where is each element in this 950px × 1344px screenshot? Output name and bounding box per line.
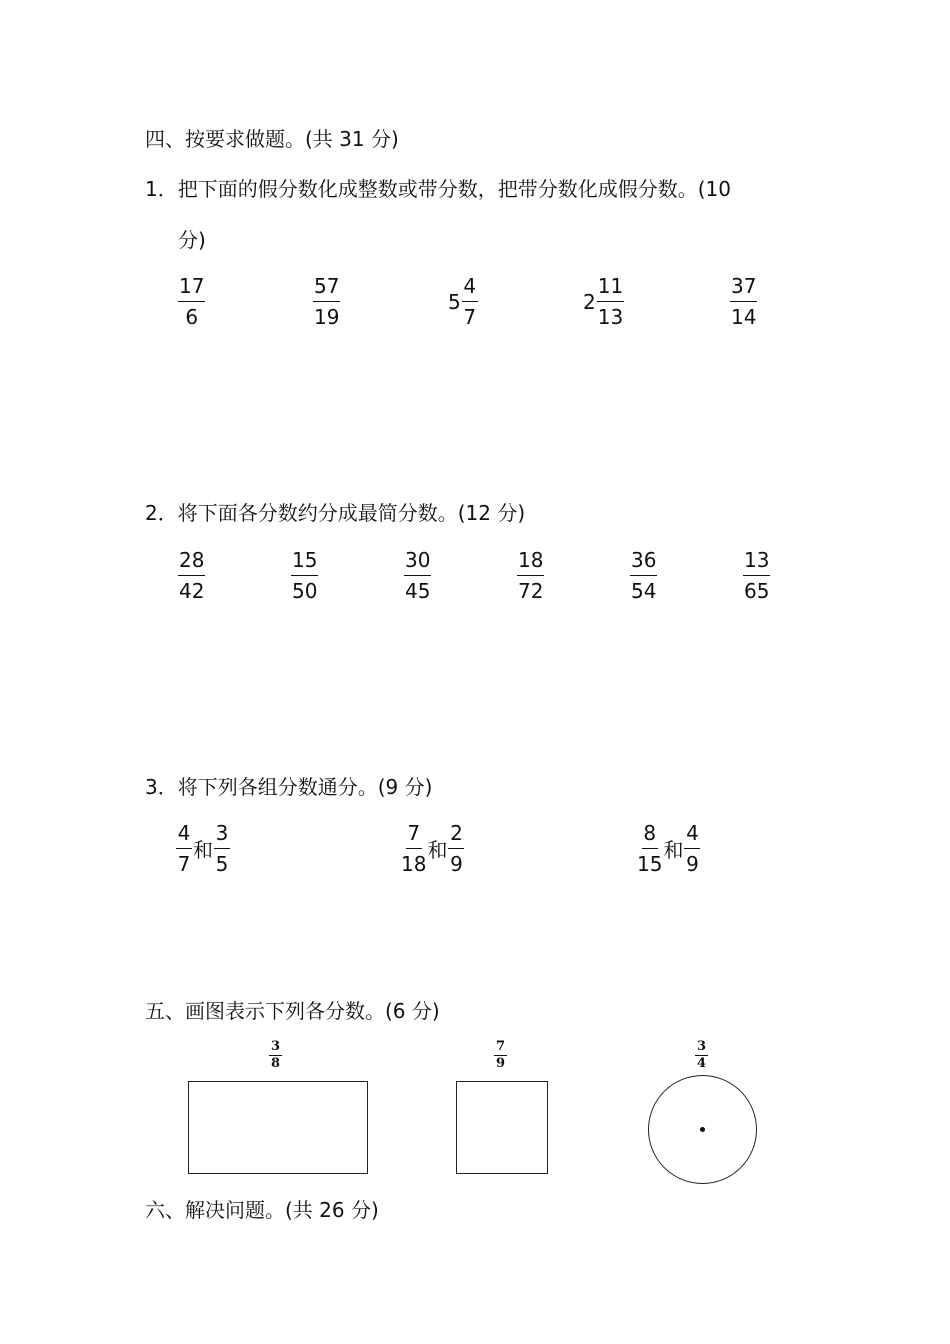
second-fraction	[684, 820, 700, 877]
numerator: 11	[597, 273, 624, 302]
q1-mixed-number-4	[583, 273, 624, 330]
section-4-heading: 四、按要求做题。(共 31 分)	[145, 127, 399, 151]
circle-center-dot	[700, 1127, 705, 1132]
connector-text: 和	[193, 838, 213, 862]
denominator: 15	[637, 852, 663, 876]
denominator: 50	[292, 579, 318, 603]
shape-1-fraction-label	[269, 1040, 282, 1071]
numerator: 28	[178, 547, 205, 576]
connector-text: 和	[663, 838, 684, 862]
fraction-part	[597, 273, 624, 330]
denominator: 72	[518, 579, 544, 603]
q3-pair-2	[401, 820, 464, 877]
first-fraction	[637, 820, 662, 877]
numerator: 18	[517, 547, 544, 576]
numerator: 57	[313, 273, 340, 302]
numerator: 7	[406, 820, 422, 849]
numerator: 3	[697, 1039, 707, 1054]
q2-fraction-3	[404, 547, 431, 604]
q2-fraction-4	[517, 547, 544, 604]
numerator: 37	[730, 273, 757, 302]
denominator: 42	[179, 579, 205, 603]
denominator: 65	[744, 579, 770, 603]
first-fraction	[401, 820, 426, 877]
numerator: 13	[743, 547, 770, 576]
q2-fraction-5	[630, 547, 657, 604]
numerator: 36	[630, 547, 657, 576]
whole-part: 5	[448, 289, 461, 314]
numerator: 3	[214, 820, 230, 849]
q2-fraction-1	[178, 547, 205, 604]
numerator: 17	[178, 273, 205, 302]
denominator: 7	[177, 852, 191, 876]
denominator: 9	[686, 852, 699, 876]
denominator: 5	[215, 852, 229, 876]
connector-text: 和	[427, 838, 448, 862]
numerator: 15	[291, 547, 318, 576]
numerator: 2	[448, 820, 464, 849]
section-5-heading: 五、画图表示下列各分数。(6 分)	[145, 999, 440, 1023]
whole-part: 2	[583, 289, 596, 314]
numerator: 4	[176, 820, 192, 849]
question-3-text: 3．将下列各组分数通分。(9 分)	[145, 775, 433, 799]
numerator: 4	[684, 820, 700, 849]
q1-fraction-5	[730, 273, 757, 330]
q3-pair-1	[176, 820, 230, 877]
denominator: 14	[731, 305, 757, 329]
numerator: 30	[404, 547, 431, 576]
question-2-text: 2．将下面各分数约分成最简分数。(12 分)	[145, 501, 526, 525]
denominator: 18	[401, 852, 427, 876]
q2-fraction-6	[743, 547, 770, 604]
shape-3-fraction-label	[695, 1040, 708, 1071]
first-fraction	[176, 820, 192, 877]
denominator: 4	[697, 1056, 707, 1071]
numerator: 7	[496, 1039, 506, 1054]
rectangle-shape	[188, 1081, 368, 1174]
second-fraction	[214, 820, 230, 877]
q1-mixed-number-3	[448, 273, 478, 330]
fraction-part	[462, 273, 478, 330]
section-6-heading: 六、解决问题。(共 26 分)	[145, 1198, 379, 1222]
denominator: 6	[185, 305, 199, 329]
numerator: 8	[642, 820, 658, 849]
shape-2-fraction-label	[494, 1040, 507, 1071]
second-fraction	[448, 820, 464, 877]
denominator: 54	[631, 579, 657, 603]
denominator: 8	[271, 1056, 281, 1071]
q1-fraction-2	[313, 273, 340, 330]
question-1-line-2: 分)	[178, 228, 206, 252]
numerator: 3	[271, 1039, 281, 1054]
q1-fraction-1	[178, 273, 205, 330]
square-shape	[456, 1081, 548, 1174]
denominator: 7	[463, 305, 477, 329]
denominator: 13	[597, 305, 624, 329]
numerator: 4	[462, 273, 478, 302]
q3-pair-3	[637, 820, 700, 877]
denominator: 9	[496, 1056, 506, 1071]
q2-fraction-2	[291, 547, 318, 604]
denominator: 19	[314, 305, 340, 329]
question-1-line-1: 1．把下面的假分数化成整数或带分数，把带分数化成假分数。(10	[145, 177, 731, 201]
denominator: 9	[450, 852, 463, 876]
denominator: 45	[405, 579, 431, 603]
